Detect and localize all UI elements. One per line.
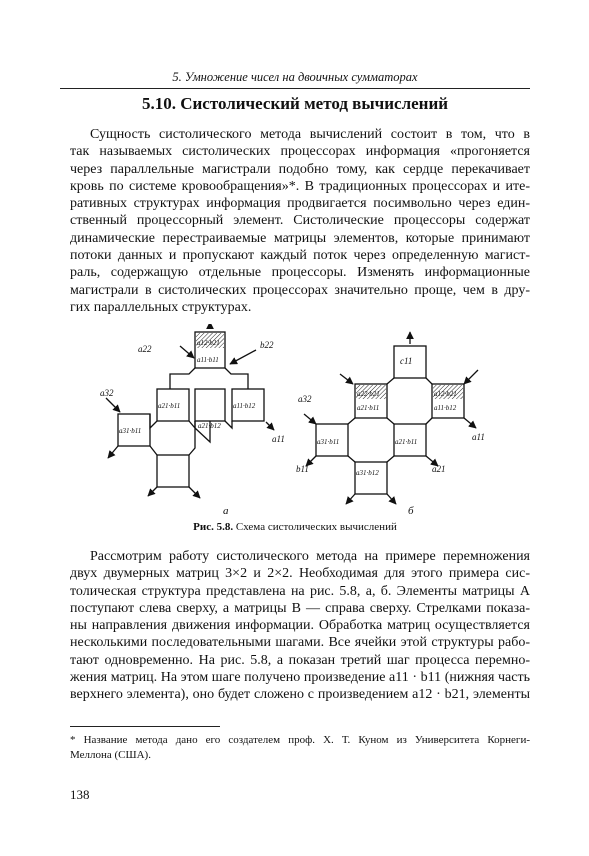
text-line: ны направления движения информации. Обработка матриц осуществляется [70, 618, 530, 634]
text-line: верхнего элемента), оно будет сложено с произведением a12 · b21, элементы [70, 687, 530, 703]
cell-text: a12·b21 [434, 390, 457, 398]
caption-text: Схема систолических вычислений [235, 521, 397, 533]
cell-text: a21·b11 [357, 404, 380, 412]
text-line: через параллельные магистрали подобно тому, как сердце перекачивает [70, 161, 530, 177]
page-number: 138 [70, 787, 90, 802]
cell-text: a11·b12 [434, 404, 457, 412]
figure-systolic-scheme [60, 324, 530, 520]
label-a32: a32 [100, 388, 114, 398]
text-line: раль, содержащую отдельные процессоры. Изменять информационные [70, 265, 530, 281]
label-a11: a11 [472, 432, 485, 442]
panel-a [106, 324, 274, 498]
label-a22: a22 [138, 344, 152, 354]
cell-bottom [355, 462, 387, 494]
footnote [70, 733, 530, 763]
footnote-rule [70, 726, 220, 727]
cell-text: a21·b11 [158, 402, 181, 410]
text-line: жения матриц. На этом шаге получено произведение a11 · b11 (нижняя часть [70, 670, 530, 686]
cell-text: a31·b12 [356, 469, 379, 477]
header-rule [60, 88, 530, 89]
footnote-line: Меллона (США). [70, 749, 151, 761]
label-a11: a11 [272, 434, 285, 444]
label-b22: b22 [260, 340, 274, 350]
label-c11: c11 [400, 356, 413, 366]
cell-text: a21·b11 [395, 438, 418, 446]
panel-a-letter: а [223, 505, 229, 517]
panel-b-letter: б [408, 505, 414, 517]
text-line: поступают слева сверху, а матрицы B — справа сверху. Стрелками показа- [70, 600, 530, 616]
text-line: ственный процессорный элемент. Систолические процессоры содержат [70, 213, 530, 229]
cell-center [195, 389, 225, 421]
paragraph-intro [70, 126, 530, 316]
cell-text: a31·b11 [317, 438, 340, 446]
text-line: тают одновременно. На рис. 5.8, а показан третий шаг процесса перемно- [70, 652, 530, 668]
text-line: толическая структура представлена на рис. 5.8, а, б. Элементы матрицы A [70, 583, 530, 599]
text-line: потоки данных и пропускают каждый поток через определенную магист- [70, 248, 530, 264]
text-line: Рассмотрим работу систолического метода на примере перемножения [90, 549, 530, 564]
label-a32: a32 [298, 394, 312, 404]
label-a21: a21 [432, 464, 446, 474]
text-line: магистрали в систолических процессорах значительно проще, чем в дру- [70, 282, 530, 298]
label-b11: b11 [296, 464, 309, 474]
systolic-diagram [60, 324, 530, 520]
figure-caption [60, 521, 530, 533]
cell-text: a31·b11 [119, 427, 142, 435]
panel-b [304, 332, 478, 504]
footnote-line: * Название метода дано его создателем проф. Х. Т. Куном из Университета Корнеги- [70, 734, 530, 746]
cell-text: a11·b11 [197, 356, 219, 364]
running-head: 5. Умножение чисел на двоичных сумматорах [172, 70, 418, 84]
text-line: гих параллельных структурах. [70, 299, 252, 315]
text-line: несколькими последовательными шагами. Все ячейки этой структуры рабо- [70, 635, 530, 651]
text-line: так называемых систолических процессорах информация «прогоняется [70, 144, 530, 160]
cell-text: a12·b21 [197, 339, 220, 347]
cell-bottom [157, 455, 189, 487]
text-line: динамические перестраиваемые матрицы элементов, которые принимают [70, 230, 530, 246]
section-title: 5.10. Систолический метод вычислений [141, 94, 449, 113]
cell-text: a22·b21 [357, 390, 380, 398]
text-line: ративных структурах информация продвигается посимвольно через един- [70, 196, 530, 212]
caption-number: Рис. 5.8. [193, 521, 234, 533]
paragraph-example [70, 548, 530, 704]
text-line: кровь по системе кровообращения»*. В традиционных процессорах и ите- [70, 178, 530, 194]
text-line: Сущность систолического метода вычислений состоит в том, что в [90, 127, 530, 142]
cell-text: a21·b12 [198, 422, 221, 430]
cell-text: a11·b12 [233, 402, 256, 410]
text-line: двух двумерных матриц 3×2 и 2×2. Необходимая для этого примера сис- [70, 566, 530, 582]
